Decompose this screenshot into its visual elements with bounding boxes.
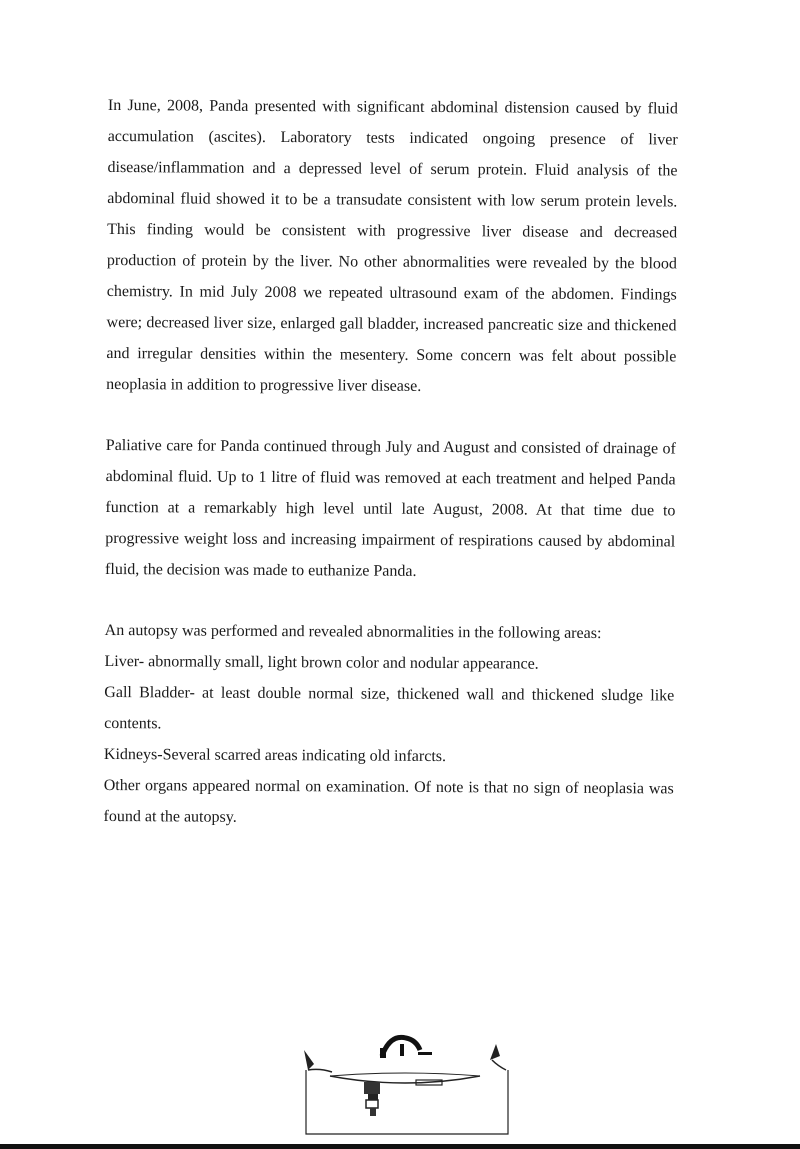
finding-kidneys: Kidneys-Several scarred areas indicating old infarcts. <box>103 745 447 766</box>
paragraph-spacer <box>105 585 675 618</box>
paragraph-autopsy-intro: An autopsy was performed and revealed abnormalities in the following areas: <box>104 621 602 643</box>
letterhead-emblem-icon <box>300 1030 515 1142</box>
finding-other-organs: Other organs appeared normal on examination. Of note is that no sign of neoplasia was found at the autopsy. <box>103 776 674 826</box>
finding-liver: Liver- abnormally small, light brown color and nodular appearance. <box>104 652 539 673</box>
paragraph-spacer <box>106 400 676 433</box>
finding-gall-bladder: Gall Bladder- at least double normal size, thickened wall and thickened sludge like contents. <box>104 683 675 733</box>
paragraph-palliative-care: Paliative care for Panda continued through July and August and consisted of drainage of abdominal fluid. Up to 1 litre of fluid was removed at each treatment and helped Panda function at a remarkably high level until late August, 2008. At that time due to progressive weight loss and increasing impairment of respirations caused by abdominal fluid, the decision was made to euthanize Panda. <box>105 436 676 580</box>
paragraph-presentation: In June, 2008, Panda presented with significant abdominal distension caused by fluid accumulation (ascites). Laboratory tests indicated ongoing presence of liver disease/inflammation and a depressed level of serum protein. Fluid analysis of the abdominal fluid showed it to be a transudate consistent with low serum protein levels. This finding would be consistent with progressive liver disease and decreased production of protein by the liver. No other abnormalities were revealed by the blood chemistry. In mid July 2008 we repeated ultrasound exam of the abdomen. Findings were; decreased liver size, enlarged gall bladder, increased pancreatic size and thickened and irregular densities within the mesentery. Some concern was felt about possible neoplasia in addition to progressive liver disease. <box>106 96 678 395</box>
bottom-edge-rule <box>0 1144 800 1149</box>
document-body <box>103 90 678 835</box>
